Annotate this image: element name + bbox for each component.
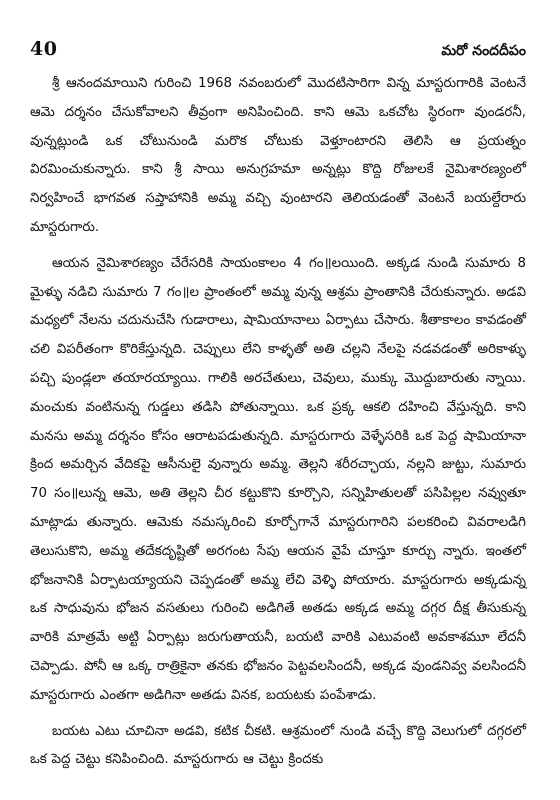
paragraph: ఆయన నైమిశారణ్యం చేరేసరికి సాయంకాలం 4 గం॥లయింది. అక్కడ నుండి సుమారు 8 మైళ్ళు నడిచి సుమారు 7 గం॥ల ప్రాంతంలో అమ్మ వున్న ఆశ్రమ ప్రాంతానికి చేరుకున్నారు. అడవి మధ్యలో నేలను చదునుచేసి గుడారాలు, షామియానాలు ఏర్పాటు చేసారు. శీతాకాలం కావడంతో చలి విపరీతంగా కొరికేస్తున్నది. చెప్పులు లేని కాళ్ళతో అతి చల్లని నేలపై నడవడంతో అరికాళ్ళు పచ్చి పుండ్లలా తయారయ్యాయి. గాలికి అరచేతులు, చెవులు, ముక్కు మొద్దుబారుతు న్నాయి. మంచుకు వంటినున్న గుడ్డలు తడిసి పోతున్నాయి. ఒక ప్రక్క ఆకలి దహించి వేస్తున్నది. కాని మనసు అమ్మ దర్శనం కోసం ఆరాటపడుతున్నది. మాస్టరుగారు వెళ్ళేసరికి ఒక పెద్ద షామియానా క్రింద అమర్చిన వేదికపై ఆసీనులై వున్నారు అమ్మ. తెల్లని శరీరచ్ఛాయ, నల్లని జుట్టు, సుమారు 70 సం॥లున్న ఆమె, అతి తెల్లని చీర కట్టుకొని కూర్చొని, సన్నిహితులతో పసిపిల్లల నవ్వుతూ మాట్లాడు తున్నారు. ఆమెకు నమస్కరించి కూర్చోగానే మాస్టరుగారిని పలకరించి వివరాలడిగి తెలుసుకొని, అమ్మ తదేకదృష్టితో అరగంట సేపు ఆయన వైపే చూస్తూ కూర్చు న్నారు. ఇంతలో భోజనానికి ఏర్పాటయ్యాయని చెప్పడంతో అమ్మ లేచి వెళ్ళి పోయారు. మాస్టరుగారు అక్కడున్న ఒక సాధువును భోజన వసతులు గురించి అడిగితే అతడు అక్కడ అమ్మ దగ్గర దీక్ష తీసుకున్న వారికి మాత్రమే అట్టి ఏర్పాట్లు జరుగుతాయనీ, బయటి వారికి ఎటువంటి అవకాశమూ లేదనీ చెప్పాడు. పోనీ ఆ ఒక్క రాత్రికైనా తనకు భోజనం పెట్టవలసిందనీ, అక్కడ వుండనివ్వ వలసిందనీ మాస్టరుగారు ఎంతగా అడిగినా అతడు వినక, బయటకు పంపేశాడు.	[30, 255, 526, 703]
paragraph: శ్రీ ఆనందమాయిని గురించి 1968 నవంబరులో మొదటిసారిగా విన్న మాస్టరుగారికి వెంటనే ఆమె దర్శనం చేసుకోవాలని తీవ్రంగా అనిపించింది. కాని ఆమె ఒకచోట స్థిరంగా వుండరనీ, వున్నట్లుండి ఒక చోటునుండి మరొక చోటుకు వెళ్తూంటారని తెలిసి ఆ ప్రయత్నం విరమించుకున్నారు. కాని శ్రీ సాయి అనుగ్రహమా అన్నట్లు కొద్ది రోజులకే నైమిశారణ్యంలో నిర్వహించే భాగవత సప్తాహానికి అమ్మ వచ్చి వుంటారని తెలియడంతో వెంటనే బయల్దేరారు మాస్టరుగారు.	[30, 76, 526, 235]
page-number: 40	[30, 38, 58, 60]
paragraph: బయట ఎటు చూచినా అడవి, కటిక చీకటి. ఆశ్రమంలో నుండి వచ్చే కొద్ది వెలుగులో దగ్గరలో ఒక పెద్ద చెట్టు కనిపించింది. మాస్టరుగారు ఆ చెట్టు క్రిందకు	[30, 723, 526, 768]
body-text	[30, 70, 526, 775]
running-title: మరో నందదీపం	[441, 43, 526, 59]
page-header	[30, 38, 526, 64]
